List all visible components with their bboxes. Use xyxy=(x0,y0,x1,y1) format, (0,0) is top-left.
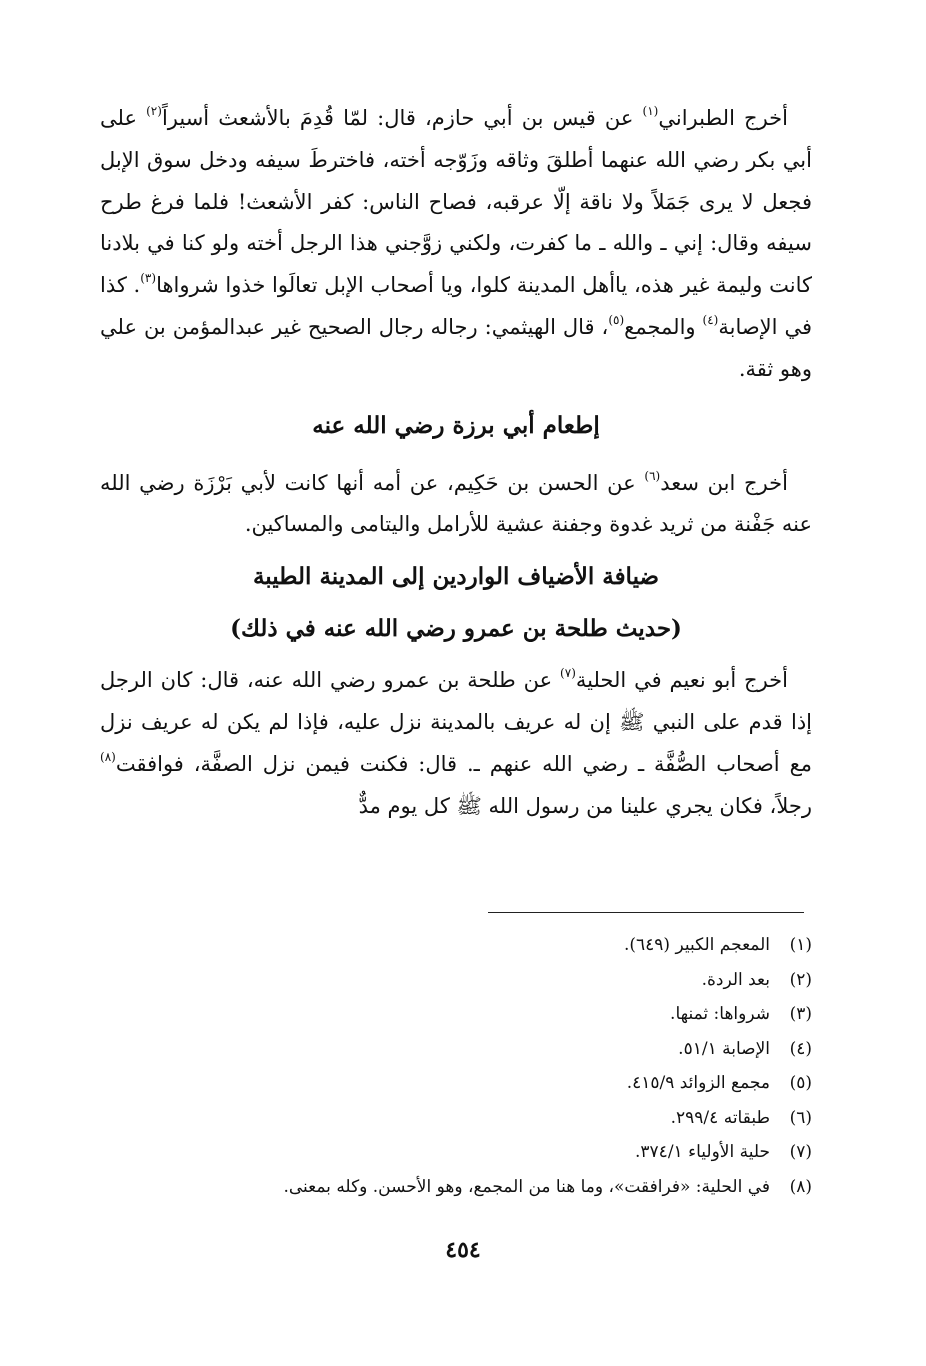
footnote-item xyxy=(172,928,812,963)
footnote-ref-4: (٤) xyxy=(702,312,719,327)
footnote-ref-7: (٧) xyxy=(560,666,576,681)
paragraph-text: رجلاً، فكان يجري علينا من رسول الله ﷺ كل يوم مدٌّ xyxy=(358,793,812,818)
footnote-number: (١) xyxy=(789,935,812,955)
footnote-separator xyxy=(488,912,804,913)
paragraph-text: . كذا في الإصابة xyxy=(100,273,812,339)
footnote-text: حلية الأولياء ٣٧٤/١. xyxy=(635,1142,770,1162)
paragraph-text: عن قيس بن أبي حازم، قال: لمّا قُدِمَ بالأشعث أسيراً xyxy=(161,106,634,130)
footnote-ref-3: (٣) xyxy=(140,271,157,286)
footnote-item xyxy=(172,997,812,1032)
footnote-ref-6: (٦) xyxy=(644,468,661,483)
paragraph-ashath-story xyxy=(100,98,812,391)
footnote-item xyxy=(172,1032,812,1067)
paragraph-talha xyxy=(100,660,812,827)
footnote-ref-8: (٨) xyxy=(100,749,116,764)
footnote-text: الإصابة ٥١/١. xyxy=(678,1038,770,1059)
footnote-number: (٤) xyxy=(789,1038,812,1059)
paragraph-text: عن طلحة بن عمرو رضي الله عنه، قال: كان الرجل إذا قدم على النبي ﷺ إن له عريف بالمدينة نزل عليه، فإذا لم يكن له عريف نزل مع أصحاب الصُّفَّة ـ رضي الله عنهم ـ. قال: فكنت فيمن نزل الصفَّة، فوافقت xyxy=(100,668,812,776)
footnote-number: (٣) xyxy=(789,1004,812,1024)
footnote-text: في الحلية: «فرافقت»، وما هنا من المجمع، وهو الأحسن. وكله بمعنى. xyxy=(283,1176,770,1197)
footnote-item xyxy=(172,1066,812,1101)
paragraph-text: عن الحسن بن حَكِيم، عن أمه أنها كانت لأبي بَرْزَة رضي الله عنه جَفْنة من ثريد غدوة وجفنة عشية للأرامل واليتامى والمساكين. xyxy=(100,470,812,537)
paragraph-lead: أخرج أبو نعيم في الحلية xyxy=(575,668,789,693)
section-heading-guests: ضيافة الأضياف الواردين إلى المدينة الطيبة xyxy=(252,563,660,591)
footnote-item xyxy=(172,1135,812,1170)
footnote-text: المعجم الكبير (٦٤٩). xyxy=(623,935,770,955)
section-heading-abu-barza: إطعام أبي برزة رضي الله عنه xyxy=(312,411,600,439)
footnote-number: (٧) xyxy=(789,1142,812,1162)
paragraph-lead: أخرج الطبراني xyxy=(658,106,788,130)
paragraph-text: ، قال الهيثمي: رجاله رجال الصحيح غير عبدالمؤمن بن علي وهو ثقة. xyxy=(100,314,812,381)
footnote-text: طبقاته ٢٩٩/٤. xyxy=(670,1107,770,1128)
footnote-item xyxy=(172,1170,812,1205)
main-text xyxy=(100,98,812,827)
footnotes-list xyxy=(172,928,812,1204)
footnote-text: شرواها: ثمنها. xyxy=(670,1004,770,1024)
footnote-number: (٨) xyxy=(789,1176,812,1197)
footnote-ref-1: (١) xyxy=(642,104,659,118)
footnote-ref-2: (٢) xyxy=(146,104,162,118)
paragraph-text: والمجمع xyxy=(624,314,696,339)
footnote-text: بعد الردة. xyxy=(701,969,770,990)
footnote-ref-5: (٥) xyxy=(608,312,625,327)
paragraph-lead: أخرج ابن سعد xyxy=(660,470,788,495)
paragraph-abu-barza xyxy=(100,463,812,547)
page-number: ٤٥٤ xyxy=(445,1237,481,1263)
paragraph-text: على أبي بكر رضي الله عنهما أطلقَ وثاقه وزَوّجه أخته، فاخترطَ سيفه ودخل سوق الإبل فجعل لا يرى جَمَلاً ولا ناقة إلّا عرقبه، فصاح الناس: كفر الأشعث! فلما فرغ طرح سيفه وقال: إني ـ والله ـ ما كفرت، ولكني زوَّجني هذا الرجل أخته ولو كنا في بلادنا كانت وليمة غير هذه، ياأهل المدينة كلوا، ويا أصحاب الإبل تعالَوا خذوا شرواها xyxy=(100,106,812,298)
footnote-number: (٥) xyxy=(789,1073,812,1093)
subheading-talha-hadith: (حديث طلحة بن عمرو رضي الله عنه في ذلك) xyxy=(230,615,682,643)
footnote-text: مجمع الزوائد ٤١٥/٩. xyxy=(626,1073,770,1093)
footnote-item xyxy=(172,1101,812,1136)
footnote-number: (٢) xyxy=(789,969,812,990)
footnote-number: (٦) xyxy=(789,1107,812,1128)
footnote-item xyxy=(172,963,812,998)
